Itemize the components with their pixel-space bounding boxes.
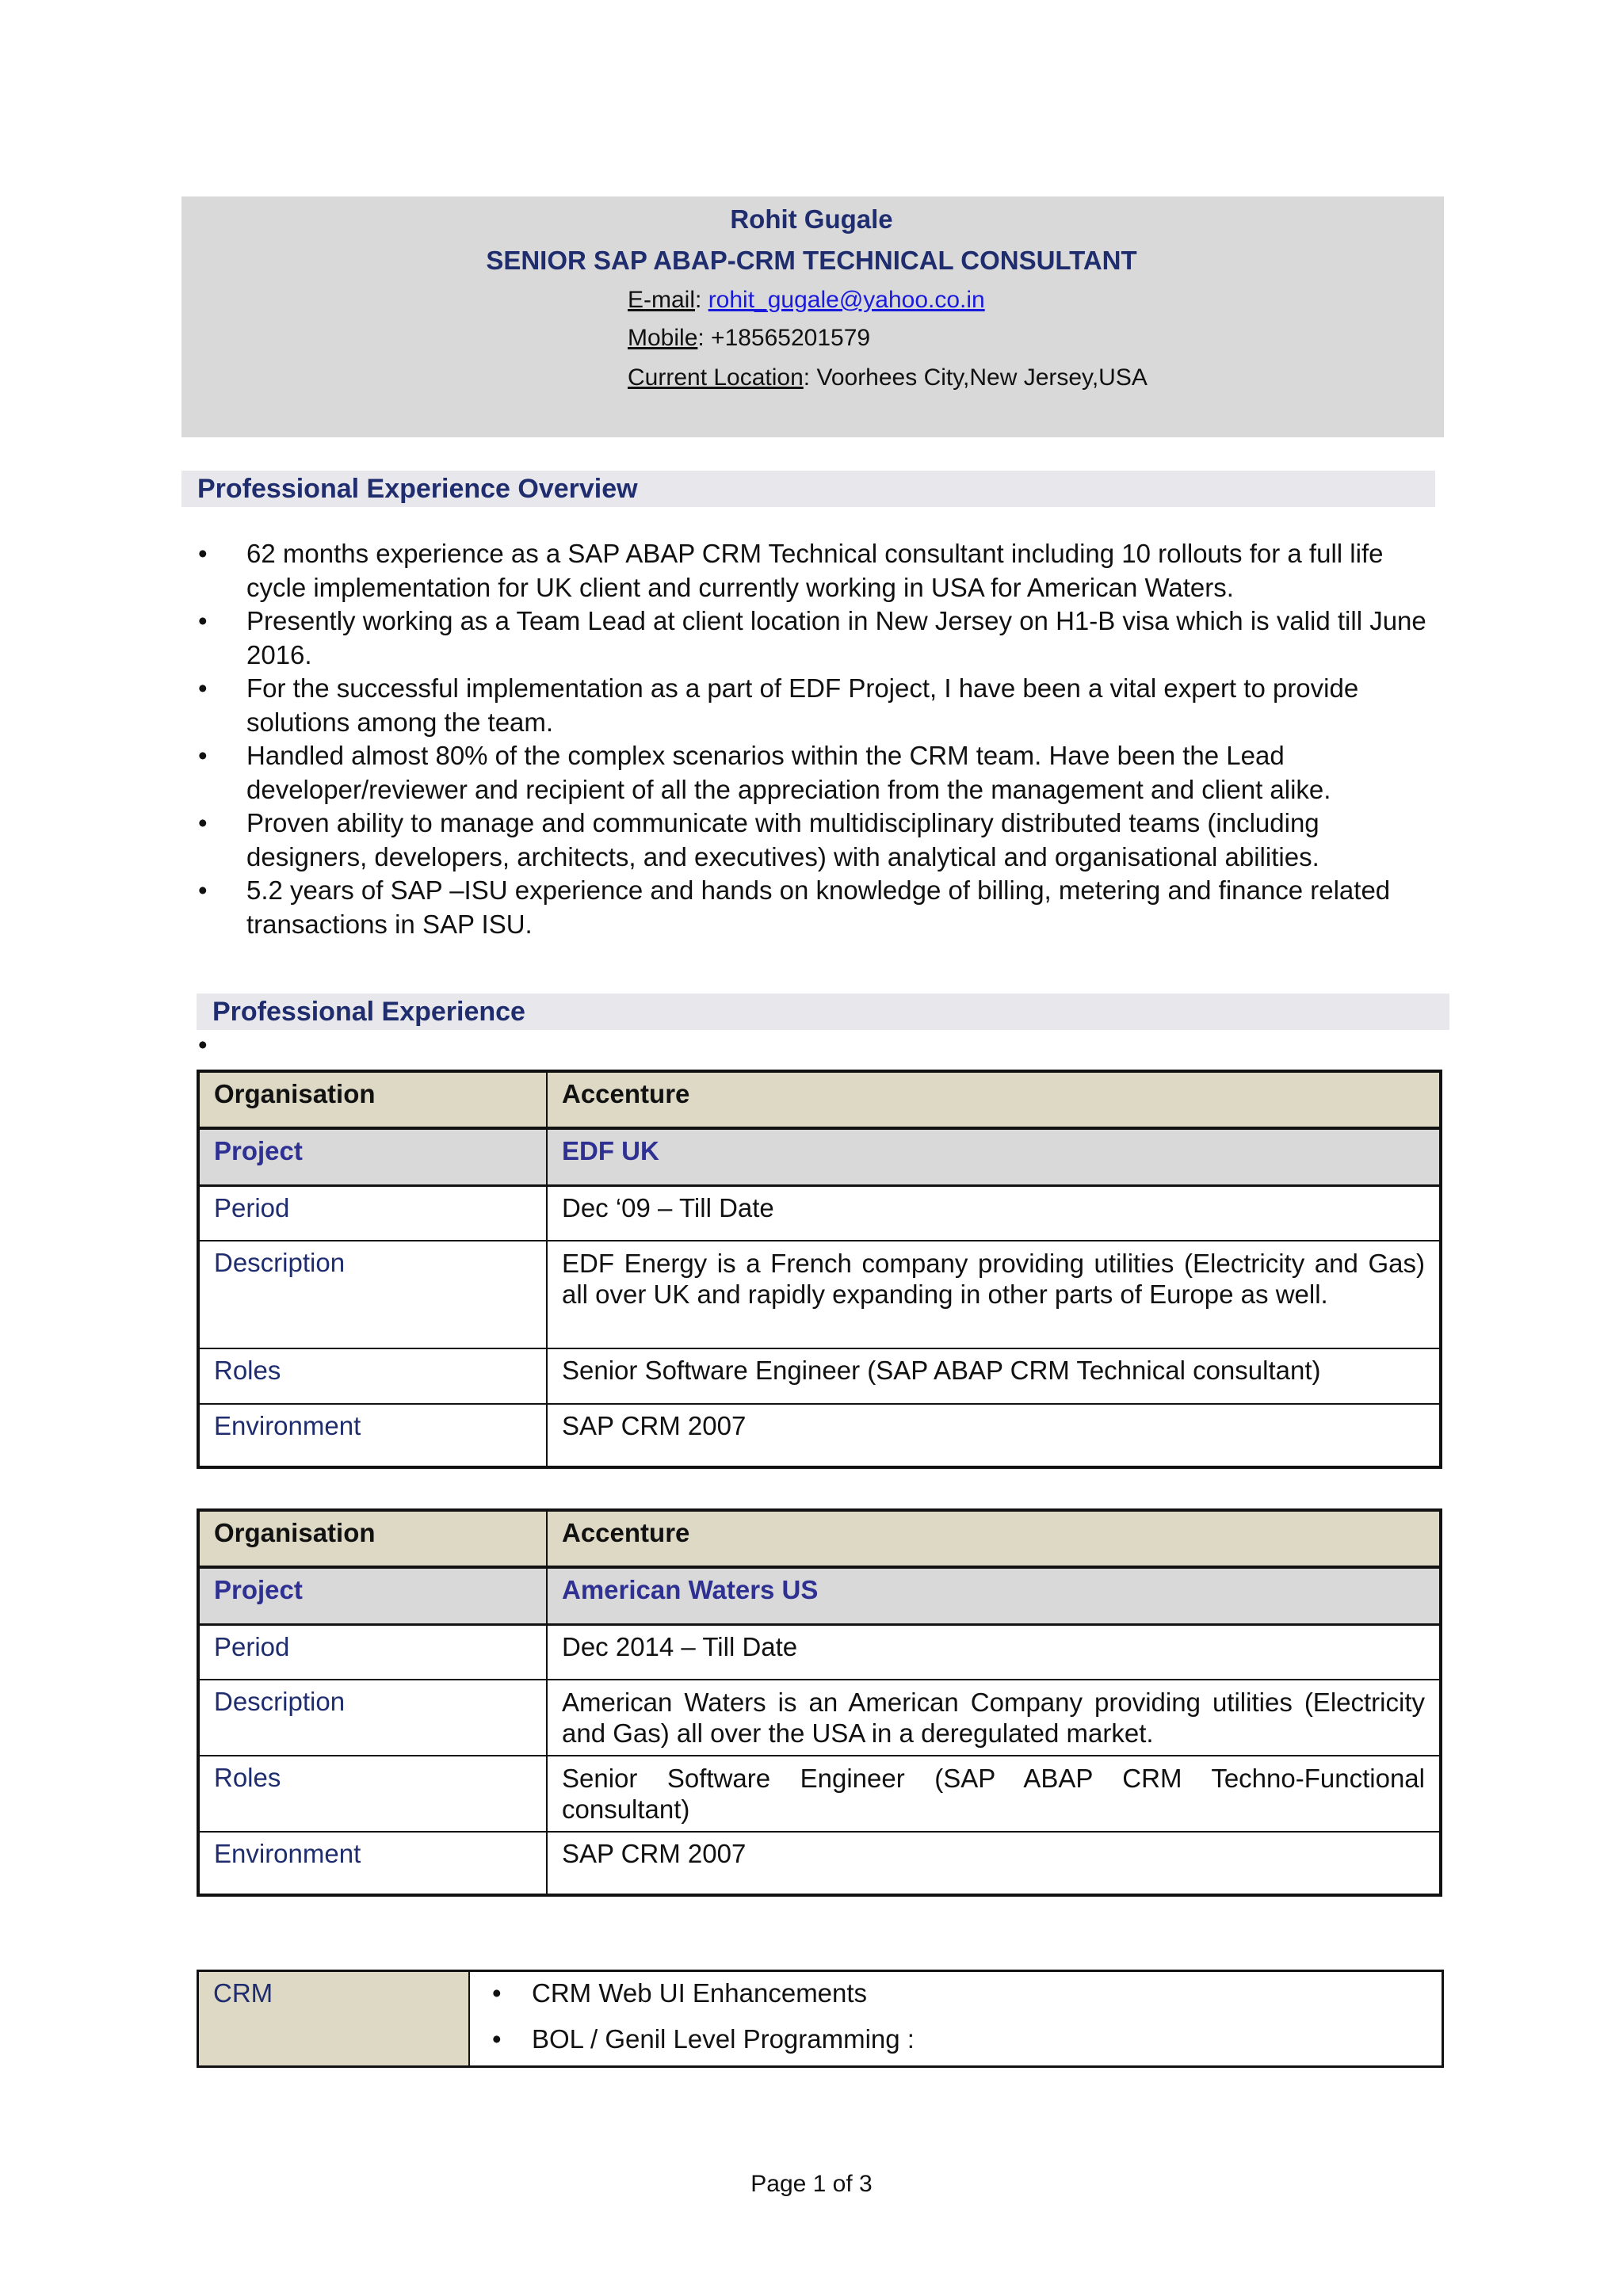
period-label: Period (198, 1624, 547, 1680)
period-value: Dec ‘09 – Till Date (547, 1185, 1441, 1241)
roles-label: Roles (198, 1348, 547, 1404)
list-item: • Presently working as a Team Lead at client location in New Jersey on H1-B visa which is valid till June 2016. (198, 606, 1426, 669)
bullet-text: 62 months experience as a SAP ABAP CRM Technical consultant including 10 rollouts for a full life cycle implementation for UK client and currently working in USA for American Waters. (246, 539, 1384, 602)
description-value: American Waters is an American Company providing utilities (Electricity and Gas) all over the USA in a deregulated market. (547, 1680, 1441, 1756)
organisation-label: Organisation (198, 1071, 547, 1128)
environment-label: Environment (198, 1404, 547, 1467)
email-line: E-mail: rohit_gugale@yahoo.co.in (628, 287, 985, 313)
email-label: E-mail (628, 287, 696, 313)
roles-value: Senior Software Engineer (SAP ABAP CRM Technical consultant) (547, 1348, 1441, 1404)
skill-item: • BOL / Genil Level Programming : (492, 2024, 915, 2054)
experience-table-american-waters (197, 1508, 1442, 1897)
list-item: • 5.2 years of SAP –ISU experience and hands on knowledge of billing, metering and finance related transactions in SAP ISU. (198, 875, 1391, 939)
experience-table-edf (197, 1070, 1442, 1469)
overview-heading: Professional Experience Overview (181, 471, 1435, 507)
roles-value: Senior Software Engineer (SAP ABAP CRM Techno-Functional consultant) (547, 1756, 1441, 1832)
bullet-text: For the successful implementation as a part of EDF Project, I have been a vital expert to provide solutions among the team. (246, 673, 1359, 737)
bullet-text: Handled almost 80% of the complex scenarios within the CRM team. Have been the Lead developer/reviewer and recipient of all the appreciation from the management and client alike. (246, 741, 1331, 804)
project-label: Project (198, 1128, 547, 1185)
email-link[interactable]: rohit_gugale@yahoo.co.in (708, 287, 985, 313)
mobile-value: +18565201579 (711, 325, 871, 351)
skill-text: BOL / Genil Level Programming : (532, 2024, 915, 2054)
environment-value: SAP CRM 2007 (547, 1832, 1441, 1895)
organisation-label: Organisation (198, 1510, 547, 1567)
location-label: Current Location (628, 364, 804, 391)
location-line: Current Location: Voorhees City,New Jersey,USA (628, 364, 1148, 391)
project-value: EDF UK (547, 1128, 1441, 1185)
page-number: Page 1 of 3 (750, 2171, 873, 2197)
job-title: SENIOR SAP ABAP-CRM TECHNICAL CONSULTANT (486, 246, 1137, 275)
skill-item: • CRM Web UI Enhancements (492, 1978, 868, 2008)
environment-label: Environment (198, 1832, 547, 1895)
description-label: Description (198, 1680, 547, 1756)
organisation-value: Accenture (547, 1510, 1441, 1567)
project-label: Project (198, 1567, 547, 1624)
environment-value: SAP CRM 2007 (547, 1404, 1441, 1467)
period-value: Dec 2014 – Till Date (547, 1624, 1441, 1680)
description-label: Description (198, 1241, 547, 1348)
mobile-label: Mobile (628, 325, 698, 351)
roles-label: Roles (198, 1756, 547, 1832)
mobile-line: Mobile: +18565201579 (628, 325, 871, 351)
bullet-text: Presently working as a Team Lead at client location in New Jersey on H1-B visa which is valid till June 2016. (246, 606, 1426, 669)
bullet-text: 5.2 years of SAP –ISU experience and hands on knowledge of billing, metering and finance related transactions in SAP ISU. (246, 875, 1391, 939)
skill-text: CRM Web UI Enhancements (532, 1978, 868, 2008)
candidate-name: Rohit Gugale (730, 204, 893, 234)
location-value: Voorhees City,New Jersey,USA (816, 364, 1148, 391)
skills-table (197, 1970, 1444, 2068)
organisation-value: Accenture (547, 1071, 1441, 1128)
skills-label: CRM (213, 1978, 273, 2008)
overview-bullets (198, 537, 1434, 941)
period-label: Period (198, 1185, 547, 1241)
project-value: American Waters US (547, 1567, 1441, 1624)
description-value: EDF Energy is a French company providing utilities (Electricity and Gas) all over UK and rapidly expanding in other parts of Europe as well. (547, 1241, 1441, 1348)
experience-heading: Professional Experience (197, 994, 1449, 1030)
list-item: • Handled almost 80% of the complex scenarios within the CRM team. Have been the Lead developer/reviewer and recipient of all the appreciation from the management and client alike. (198, 741, 1331, 804)
bullet-text: Proven ability to manage and communicate with multidisciplinary distributed teams (including designers, developers, architects, and executives) with analytical and organisational abilities. (246, 808, 1319, 871)
stray-bullet: • (198, 1030, 208, 1059)
list-item: • Proven ability to manage and communicate with multidisciplinary distributed teams (including designers, developers, architects, and executives) with analytical and organisational abilities. (198, 808, 1319, 871)
list-item: • For the successful implementation as a part of EDF Project, I have been a vital expert to provide solutions among the team. (198, 673, 1359, 737)
list-item: • 62 months experience as a SAP ABAP CRM Technical consultant including 10 rollouts for a full life cycle implementation for UK client and currently working in USA for American Waters. (198, 539, 1384, 602)
